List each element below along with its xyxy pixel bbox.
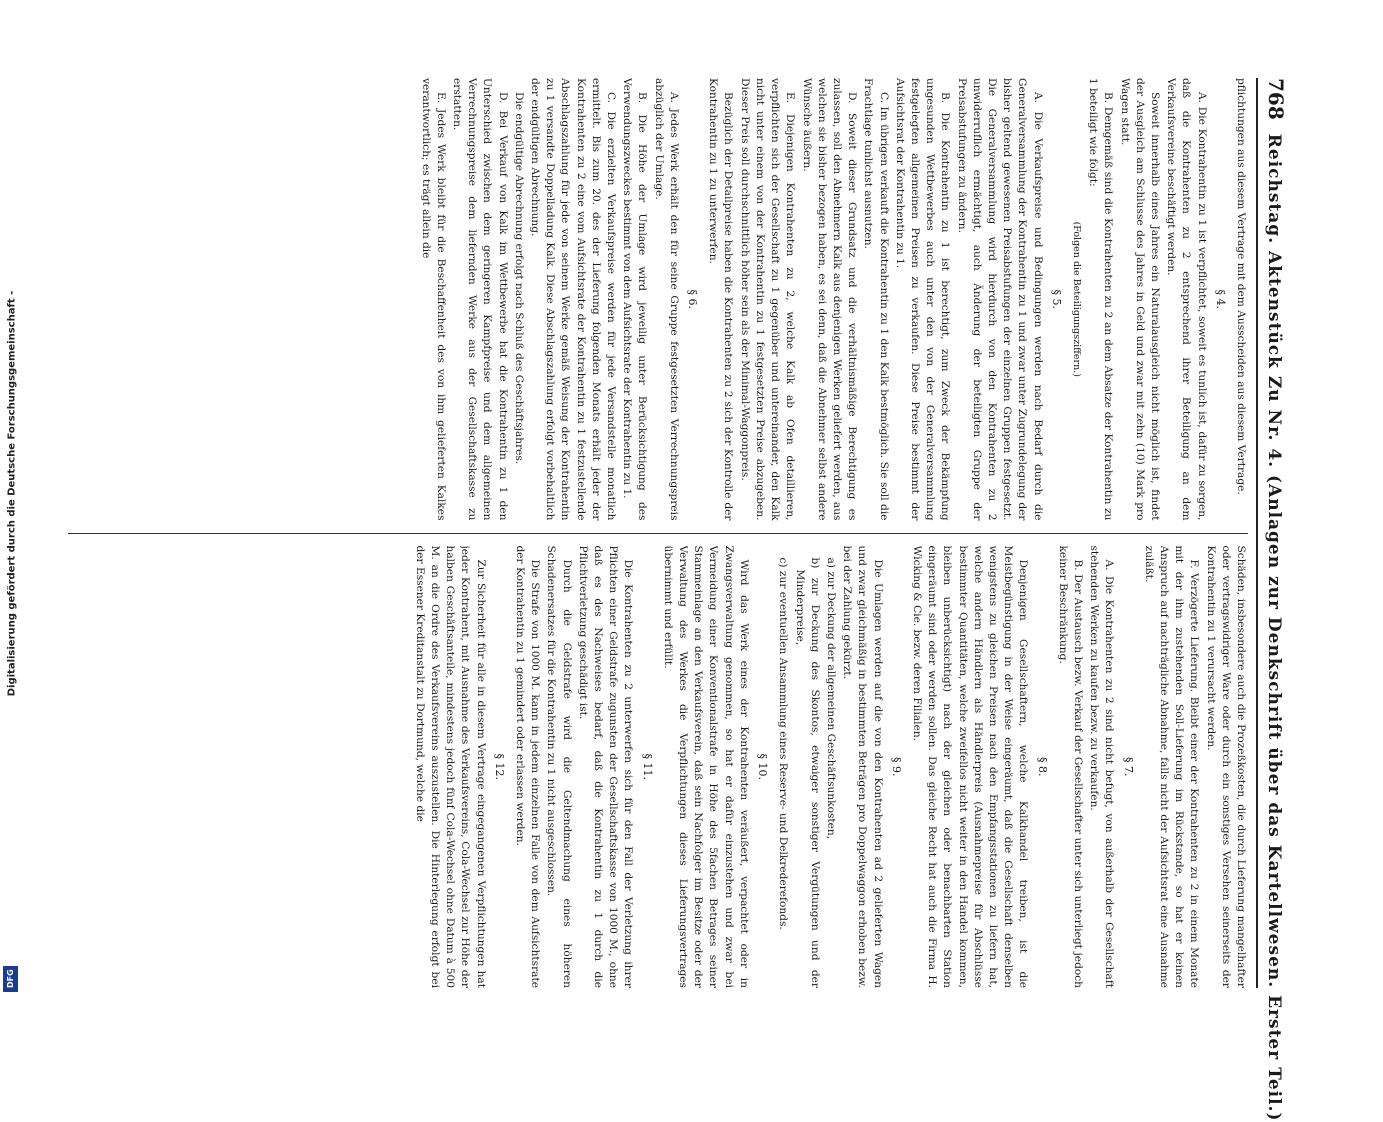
- paragraph: Denjenigen Gesellschaftern, welche Kalkhandel treiben, ist die Meistbegünstigung in der Weise eingeräumt, daß die Gesellschaft denselben wenigstens zu gleichen Preisen nach den Empfangsstationen zu liefern hat, welche andern Händlern als Händlerpreis (Ausnahmepreise für Abschlüsse bestimmter Quantitäten, welche zweifellos nicht weiter in den Handel kommen, bleiben unberücksichtigt) nach der gleichen oder benachbarten Station eingeräumt sind oder werden sollen. Das gleiche Recht hat auch die Firma H. Wicking & Cie. bezw. deren Filialen.: [910, 545, 1030, 988]
- paragraph: E. Diejenigen Kontrahenten zu 2, welche Kalk ab Ofen detaillieren, verpflichten sich der Gesellschaft zu 1 gegenüber und untereinander, den Kalk nicht unter einem von der Kontrahentin zu 1 festgesetzten Preise abzugeben. Dieser Preis soll durchschnittlich höher sein als der Minimal-Waggonpreis.: [738, 78, 797, 521]
- paragraph: Die Kontrahenten zu 2 unterwerfen sich für den Fall der Verletzung ihrer Pflichten einer Geldstrafe zugunsten der Gesellschaftskasse von 1000 M., ohne daß es des Nachweises bedarf, daß die Kontrahentin zu 1 durch die Pflichtverletzung geschädigt ist.: [576, 545, 635, 988]
- section-heading: § 7.: [1121, 757, 1135, 777]
- section-heading: § 9.: [889, 757, 903, 777]
- section-heading: § 5.: [1049, 289, 1063, 309]
- paragraph: A. Die Verkaufspreise und Bedingungen werden nach Bedarf durch die Generalversammlung der Kontrahentin zu 1 und zwar unter Zugrundelegung der bisher geltend gewesenen Preisabstufungen der einzelnen Gruppen festgesetzt. Die Generalversammlung wird hierdurch von den Kontrahenten zu 2 unwiderruflich ermächtigt, auch Änderung der beteiligten Gruppe der Preisabstufungen zu ändern.: [955, 78, 1044, 521]
- section-heading: § 10.: [756, 753, 770, 780]
- paragraph: A. Jedes Werk erhält den für seine Gruppe festgesetzten Verrechnungspreis abzüglich der Umlage.: [652, 78, 680, 521]
- paragraph: B. Der Austausch bezw. Verkauf der Gesellschafter unter sich unterliegt jedoch keiner Beschränkung.: [1056, 545, 1084, 988]
- paragraph: D. Bei Verkauf von Kalk im Wettbewerbe hat die Kontrahentin zu 1 den Unterschied zwischen dem geringeren Kampfpreise und dem allgemeinen Verrechnungspreise dem liefernden Werke aus der Gesellschaftskasse zu erstatten.: [451, 78, 509, 521]
- paragraph: Die Strafe von 1000 M. kann in jedem einzelnen Falle von dem Aufsichtsrate der Kontrahentin zu 1 gemindert oder erlassen werden.: [514, 545, 542, 988]
- digitization-credit: Digitalisierung gefördert durch die Deutsche Forschungsgemeinschaft -: [6, 290, 18, 697]
- section-heading: § 11.: [640, 753, 654, 780]
- paragraph: Zur Sicherheit für alle in diesem Vertrage eingegangenen Verpflichtungen hat jeder Kontrahent, mit Ausnahme des Verkaufsvereins, Cola-Wechsel zur Höhe der halben Geschäftsanteile, mindestens jedoch fünf Cola-Wechsel ohne Datum à 500 M. an die Ordre des Verkaufsvereins auszustellen. Die Hinterlegung erfolgt bei der Essener Kreditanstalt zu Dortmund, welche die: [413, 545, 487, 988]
- paragraph: C. Im übrigen verkauft die Kontrahentin zu 1 den Kalk bestmöglich. Sie soll die Frachtlage tunlichst ausnutzen.: [862, 78, 890, 521]
- paragraph: a) zur Deckung der allgemeinen Geschäftsunkosten,: [824, 557, 837, 840]
- paragraph: pflichtungen aus diesem Vertrage mit dem Ausscheiden aus diesem Vertrage.: [1235, 78, 1247, 495]
- paragraph: b) zur Deckung des Skontos, etwaiger sonstiger Vergütungen und der Minderpreise,: [793, 557, 821, 988]
- dfg-logo: DFG: [3, 966, 18, 992]
- paragraph: Soweit innerhalb eines Jahres ein Naturalausgleich nicht möglich ist, findet der Ausgleich am Schlusse des Jahres in Geld und zwar mit zehn (10) Mark pro Wagen statt.: [1118, 78, 1161, 521]
- text-columns: [68, 78, 1248, 988]
- paragraph: Die endgültige Abrechnung erfolgt nach Schluß des Geschäftsjahres.: [512, 92, 525, 465]
- paragraph: Wird das Werk eines der Kontrahenten veräußert, verpachtet oder in Zwangsverwaltung genommen, so hat er dafür einzustehen und zwar bei Vermeidung einer Konventionalstrafe in Höhe des 5fachen Betrages seiner Stammeinlage an den Verkaufsverein, daß sein Nachfolger im Besitze oder der Verwaltung des Werkes die Verpflichtungen dieses Lieferungsvertrages übernimmt und erfüllt.: [661, 545, 750, 988]
- paragraph: F. Verzögerte Lieferung. Bleibt einer der Kontrahenten zu 2 in einem Monate mit der ihm zustehenden Soll-Lieferung im Rückstande, so hat er keinen Anspruch auf nachträgliche Abnahme, falls nicht der Aufsichtsrat eine Ausnahme zuläßt.: [1142, 545, 1201, 988]
- paragraph: Schäden, insbesondere auch die Prozeßkosten, die durch Lieferung mangelhafter oder vertragswidriger Ware oder durch ein sonstiges Versehen seinerseits der Kontrahentin zu 1 verursacht werden.: [1204, 545, 1247, 988]
- paragraph: c) zur eventuellen Ansammlung eines Reserve- und Delkrederefonds.: [777, 557, 790, 930]
- side-strip: [0, 0, 22, 1000]
- left-column: [68, 78, 1248, 521]
- paragraph: E. Jedes Werk bleibt für die Beschaffenheit des von ihm gelieferten Kalkes verantwortlich; es trägt allein die: [419, 78, 447, 521]
- column-divider: [68, 533, 1248, 534]
- paragraph: A. Die Kontrahenten zu 2 sind nicht befugt, von außerhalb der Gesellschaft stehenden Werken zu kaufen bezw. zu verkaufen.: [1088, 545, 1116, 988]
- paragraph: A. Die Kontrahentin zu 1 ist verpflichtet, soweit es tunlich ist, dafür zu sorgen, daß die Kontrahenten zu 2 entsprechend ihrer Beteiligung an dem Verkaufsvereine beschäftigt werden.: [1165, 78, 1208, 521]
- section-heading: § 12.: [492, 753, 506, 780]
- section-heading: § 4.: [1213, 289, 1227, 309]
- page-title: Reichstag. Aktenstück Zu Nr. 4. (Anlagen zur Denkschrift über das Kartellwesen. Erster Teil.): [1264, 133, 1284, 1122]
- paragraph: Die Umlagen werden auf die von den Kontrahenten ad 2 gelieferten Wagen und zwar gleichmäßig in bestimmten Beträgen pro Doppelwaggon erhoben bezw. bei der Zahlung gekürzt.: [841, 545, 884, 988]
- document-page: [62, 68, 1292, 1122]
- paragraph: B. Die Kontrahentin zu 1 ist berechtigt, zum Zweck der Bekämpfung ungesunden Wettbewerbes auch unter den von der Generalversammlung festgelegten allgemeinen Preisen zu verkaufen. Diese Preise bestimmt der Aufsichtsrat der Kontrahentin zu 1.: [893, 78, 952, 521]
- right-column: [68, 546, 1248, 989]
- paragraph: B. Die Höhe der Umlage wird jeweilig unter Berücksichtigung des Verwendungszweckes bestimmt von dem Aufsichtsrate der Kontrahentin zu 1.: [621, 78, 649, 521]
- paragraph: Bezüglich der Detailpreise haben die Kontrahenten zu 2 sich der Kontrolle der Kontrahentin zu 1 zu unterwerfen.: [707, 78, 735, 521]
- page-number: 768: [1264, 78, 1288, 120]
- paragraph: D. Soweit dieser Grundsatz und die verhältnismäßige Berechtigung es zulassen, soll den Abnehmern Kalk aus denjenigen Werken geliefert werden, aus welchen sie bisher bezogen haben, es sei denn, daß die Abnehmer selbst andere Wünsche äußern.: [800, 78, 859, 521]
- paragraph: Durch die Geldstrafe wird die Geltendmachung eines höheren Schadenersatzes für die Kontrahentin zu 1 nicht ausgeschlossen.: [545, 545, 573, 988]
- page-header: [1256, 78, 1288, 1122]
- section-heading: § 6.: [686, 289, 700, 309]
- section-heading: § 8.: [1035, 757, 1049, 777]
- paragraph: C. Die erzielten Verkaufspreise werden für jede Versandstelle monatlich ermittelt. Bis zum 20. des der Lieferung folgenden Monats erhält jeder der Kontrahenten zu 2 eine vom Aufsichtsrate der Kontrahentin zu 1 festzustellende Abschlagszahlung für jede von seinem Werke gemäß Weisung der Kontrahentin zu 1 versandte Doppelladung Kalk. Diese Abschlagszahlung erfolgt vorbehaltlich der endgültigen Abrechnung.: [529, 78, 618, 521]
- paragraph: B. Demgemäß sind die Kontrahenten zu 2 an dem Absatze der Kontrahentin zu 1 beteiligt wie folgt:: [1087, 78, 1115, 521]
- note: (Folgen die Beteiligungsziffern.): [1070, 221, 1082, 377]
